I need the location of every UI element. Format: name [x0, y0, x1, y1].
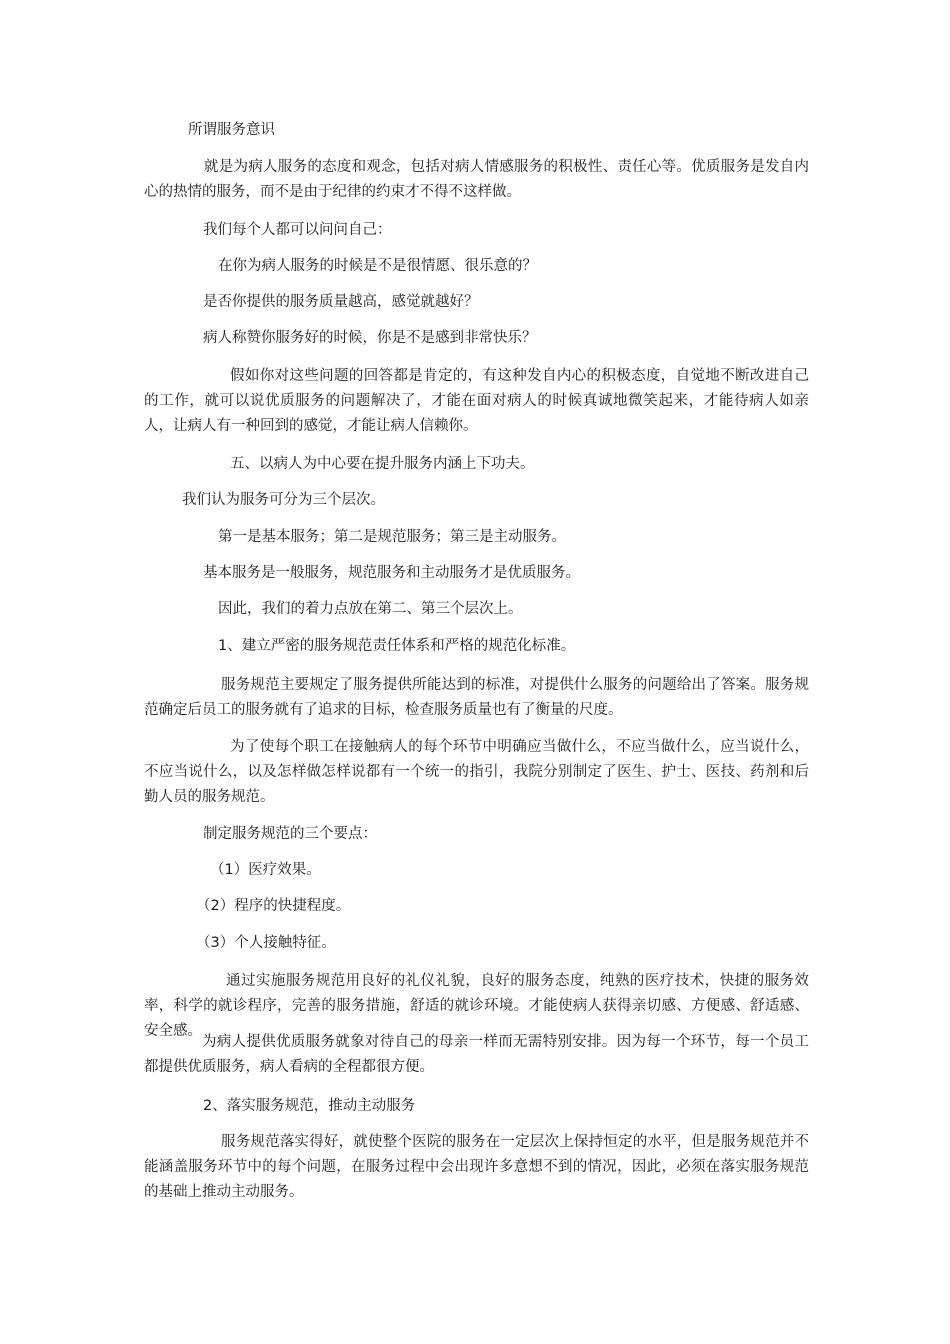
paragraph-three-levels: 我们认为服务可分为三个层次。: [182, 492, 385, 508]
list-item-2: （2）程序的快捷程度。: [196, 898, 351, 914]
paragraph-question-2: 是否你提供的服务质量越高，感觉就越好？: [203, 294, 479, 310]
paragraph-ask-yourself: 我们每个人都可以问问自己：: [203, 222, 392, 238]
paragraph-basic-service: 基本服务是一般服务，规范服务和主动服务才是优质服务。: [203, 565, 580, 581]
paragraph-staff-guidance: 为了使每个职工在接触病人的每个环节中明确应当做什么，不应当做什么，应当说什么，不应当说什么，以及怎样做怎样说都有一个统一的指引，我院分别制定了医生、护士、医技、药剂和后勤人员的服务规范。: [144, 739, 809, 805]
paragraph-like-mother: 为病人提供优质服务就象对待自己的母亲一样而无需特别安排。因为每一个环节，每一个员工都提供优质服务，病人看病的全程都很方便。: [144, 1034, 809, 1075]
paragraph-question-1: 在你为病人服务的时候是不是很情愿、很乐意的？: [218, 258, 537, 274]
paragraph-three-points: 制定服务规范的三个要点：: [203, 826, 377, 842]
subheading-1: 1、建立严密的服务规范责任体系和严格的规范化标准。: [218, 638, 576, 654]
paragraph-service-norms: 服务规范主要规定了服务提供所能达到的标准，对提供什么服务的问题给出了答案。服务规范确定后员工的服务就有了追求的目标，检查服务质量也有了衡量的尺度。: [144, 677, 809, 718]
list-item-3: （3）个人接触特征。: [196, 935, 336, 951]
section-heading-five: 五、以病人为中心要在提升服务内涵上下功夫。: [230, 456, 535, 472]
subheading-2: 2、落实服务规范，推动主动服务: [203, 1098, 416, 1114]
paragraph-heading-service-awareness: 所谓服务意识: [188, 122, 275, 138]
paragraph-definition: 就是为病人服务的态度和观念，包括对病人情感服务的积极性、责任心等。优质服务是发自内心的热情的服务，而不是由于纪律的约束才不得不这样做。: [144, 159, 809, 200]
paragraph-active-service: 服务规范落实得好，就使整个医院的服务在一定层次上保持恒定的水平，但是服务规范并不能涵盖服务环节中的每个问题，在服务过程中会出现许多意想不到的情况，因此，必须在落实服务规范的基础上推动主动服务。: [144, 1134, 809, 1200]
paragraph-levels-list: 第一是基本服务；第二是规范服务；第三是主动服务。: [218, 529, 566, 545]
paragraph-implementation: 通过实施服务规范用良好的礼仪礼貌，良好的服务态度，纯熟的医疗技术，快捷的服务效率，科学的就诊程序，完善的服务措施，舒适的就诊环境。才能使病人获得亲切感、方便感、舒适感、安全感。: [144, 973, 809, 1039]
paragraph-if-positive: 假如你对这些问题的回答都是肯定的，有这种发自内心的积极态度，自觉地不断改进自己的工作，就可以说优质服务的问题解决了，才能在面对病人的时候真诚地微笑起来，才能待病人如亲人，让病人有一种回到的感觉，才能让病人信赖你。: [144, 368, 809, 434]
paragraph-question-3: 病人称赞你服务好的时候，你是不是感到非常快乐？: [203, 330, 537, 346]
paragraph-focus: 因此，我们的着力点放在第二、第三个层次上。: [218, 601, 523, 617]
list-item-1: （1）医疗效果。: [210, 862, 321, 878]
